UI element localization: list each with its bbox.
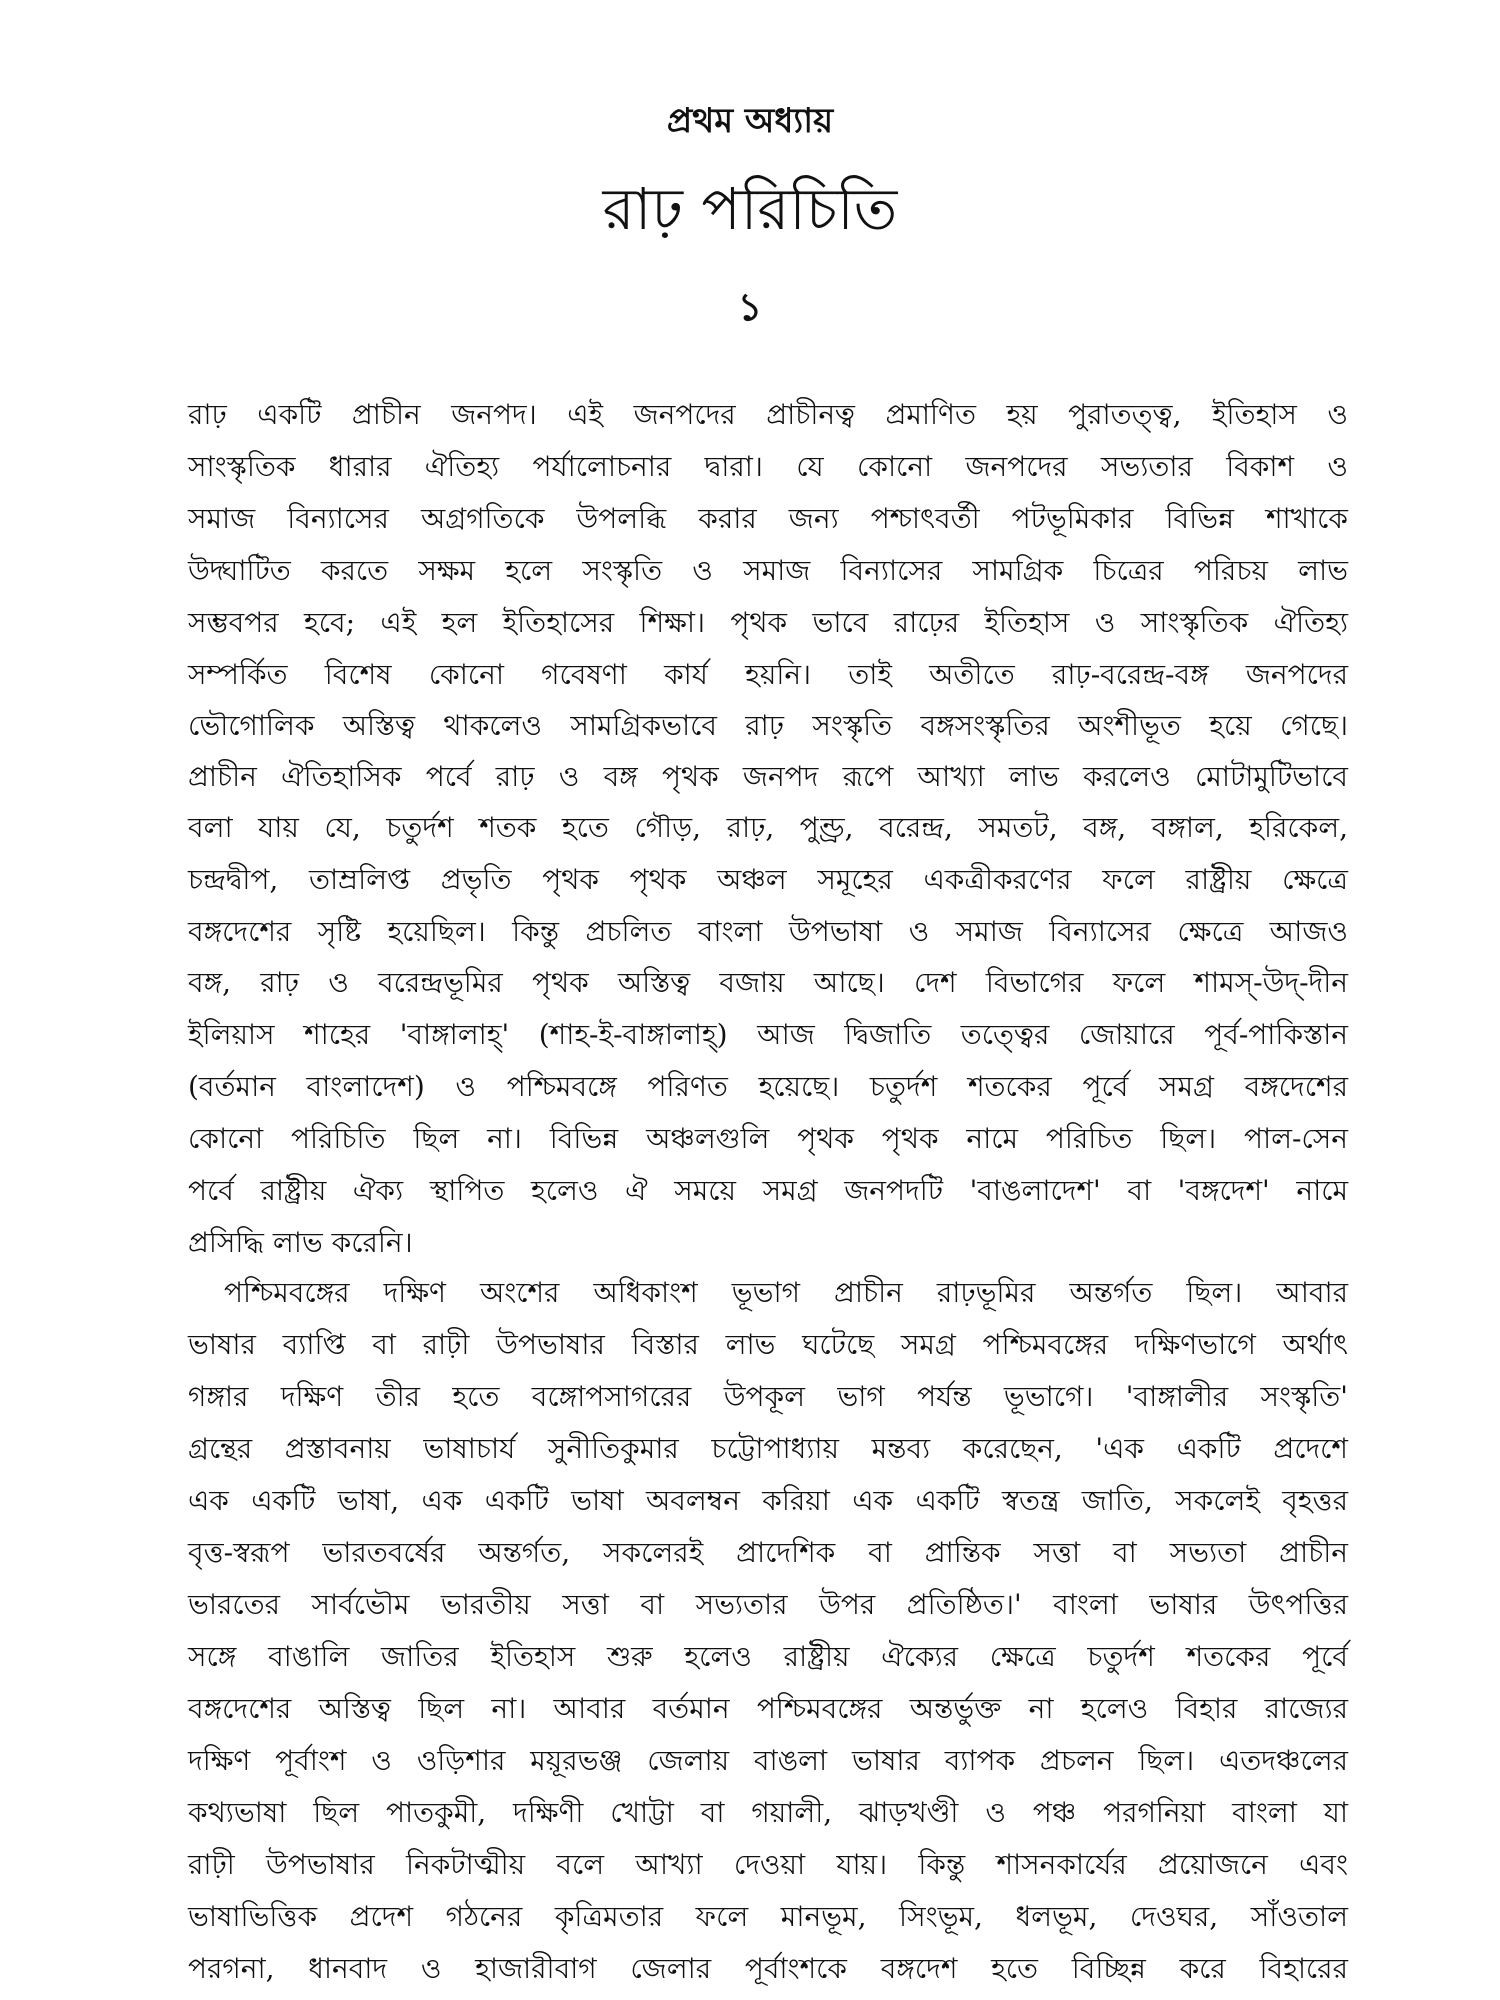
text-line: (বর্তমান বাংলাদেশ) ও পশ্চিমবঙ্গে পরিণত হয়েছে। চতুর্দশ শতকের পূর্বে সমগ্র বঙ্গদেশের [188,1070,1348,1103]
text-line: সমাজ বিন্যাসের অগ্রগতিকে উপলব্ধি করার জন্য পশ্চাৎবর্তী পটভূমিকার বিভিন্ন শাখাকে [188,502,1348,535]
text-line: ইলিয়াস শাহের 'বাঙ্গালাহ্' (শাহ-ই-বাঙ্গালাহ্) আজ দ্বিজাতি তত্ত্বের জোয়ারে পূর্ব-পাকিস্তান [188,1018,1348,1051]
text-line: প্রসিদ্ধি লাভ করেনি। [188,1226,413,1259]
text-line: দক্ষিণ পূর্বাংশ ও ওড়িশার ময়ূরভঞ্জ জেলায় বাঙলা ভাষার ব্যাপক প্রচলন ছিল। এতদঞ্চলের [188,1744,1348,1777]
text-line: বলা যায় যে, চতুর্দশ শতক হতে গৌড়, রাঢ়, পুণ্ড্র, বরেন্দ্র, সমতট, বঙ্গ, বঙ্গাল, হরিকেল, [188,811,1348,844]
text-line: রাঢ়ী উপভাষার নিকটাত্মীয় বলে আখ্যা দেওয়া যায়। কিন্তু শাসনকার্যের প্রয়োজনে এবং [188,1848,1348,1881]
chapter-label: প্রথম অধ্যায় [666,101,834,141]
text-line: উদ্ঘাটিত করতে সক্ষম হলে সংস্কৃতি ও সমাজ বিন্যাসের সামগ্রিক চিত্রের পরিচয় লাভ [188,554,1348,587]
text-line: বৃত্ত-স্বরূপ ভারতবর্ষের অন্তর্গত, সকলেরই প্রাদেশিক বা প্রান্তিক সত্তা বা সভ্যতা প্রাচীন [188,1536,1348,1569]
text-line: বঙ্গ, রাঢ় ও বরেন্দ্রভূমির পৃথক অস্তিত্ব বজায় আছে। দেশ বিভাগের ফলে শামস্-উদ্-দীন [188,966,1348,999]
text-line: সম্পর্কিত বিশেষ কোনো গবেষণা কার্য হয়নি। তাই অতীতে রাঢ়-বরেন্দ্র-বঙ্গ জনপদের [188,658,1348,691]
text-line: চন্দ্রদ্বীপ, তাম্রলিপ্ত প্রভৃতি পৃথক পৃথক অঞ্চল সমূহের একত্রীকরণের ফলে রাষ্ট্রীয় ক্ষেত্রে [188,863,1348,896]
text-line: ভাষাভিত্তিক প্রদেশ গঠনের কৃত্রিমতার ফলে মানভূম, সিংভূম, ধলভূম, দেওঘর, সাঁওতাল [188,1900,1348,1933]
text-line: সম্ভবপর হবে; এই হল ইতিহাসের শিক্ষা। পৃথক ভাবে রাঢ়ের ইতিহাস ও সাংস্কৃতিক ঐতিহ্য [188,606,1348,639]
text-line: কথ্যভাষা ছিল পাতকুমী, দক্ষিণী খোট্টা বা গয়ালী, ঝাড়খণ্ডী ও পঞ্চ পরগনিয়া বাংলা যা [188,1796,1348,1829]
text-line: বঙ্গদেশের সৃষ্টি হয়েছিল। কিন্তু প্রচলিত বাংলা উপভাষা ও সমাজ বিন্যাসের ক্ষেত্রে আজও [188,915,1348,948]
text-line: গঙ্গার দক্ষিণ তীর হতে বঙ্গোপসাগরের উপকূল ভাগ পর্যন্ত ভূভাগে। 'বাঙ্গালীর সংস্কৃতি' [188,1380,1348,1413]
text-line: বঙ্গদেশের অস্তিত্ব ছিল না। আবার বর্তমান পশ্চিমবঙ্গের অন্তর্ভুক্ত না হলেও বিহার রাজ্যের [188,1692,1348,1725]
text-line: ভৌগোলিক অস্তিত্ব থাকলেও সামগ্রিকভাবে রাঢ় সংস্কৃতি বঙ্গসংস্কৃতির অংশীভূত হয়ে গেছে। [188,709,1348,742]
text-line: পর্বে রাষ্ট্রীয় ঐক্য স্থাপিত হলেও ঐ সময়ে সমগ্র জনপদটি 'বাঙলাদেশ' বা 'বঙ্গদেশ' নামে [188,1174,1348,1207]
text-line: পরগনা, ধানবাদ ও হাজারীবাগ জেলার পূর্বাংশকে বঙ্গদেশ হতে বিচ্ছিন্ন করে বিহারের [188,1952,1348,1985]
text-line: সঙ্গে বাঙালি জাতির ইতিহাস শুরু হলেও রাষ্ট্রীয় ঐক্যের ক্ষেত্রে চতুর্দশ শতকের পূর্বে [188,1640,1348,1673]
chapter-title: রাঢ় পরিচিতি [602,175,898,243]
text-line: ভাষার ব্যাপ্তি বা রাঢ়ী উপভাষার বিস্তার লাভ ঘটেছে সমগ্র পশ্চিমবঙ্গের দক্ষিণভাগে অর্থাৎ [188,1328,1348,1361]
text-line: কোনো পরিচিতি ছিল না। বিভিন্ন অঞ্চলগুলি পৃথক পৃথক নামে পরিচিত ছিল। পাল-সেন [188,1122,1348,1155]
text-line: প্রাচীন ঐতিহাসিক পর্বে রাঢ় ও বঙ্গ পৃথক জনপদ রূপে আখ্যা লাভ করলেও মোটামুটিভাবে [188,760,1348,793]
text-line: সাংস্কৃতিক ধারার ঐতিহ্য পর্যালোচনার দ্বারা। যে কোনো জনপদের সভ্যতার বিকাশ ও [188,450,1348,483]
text-line: গ্রন্থের প্রস্তাবনায় ভাষাচার্য সুনীতিকুমার চট্টোপাধ্যায় মন্তব্য করেছেন, 'এক একটি প্রদেশে [188,1432,1348,1465]
section-number: ১ [737,284,763,329]
text-line: পশ্চিমবঙ্গের দক্ষিণ অংশের অধিকাংশ ভূভাগ প্রাচীন রাঢ়ভূমির অন্তর্গত ছিল। আবার [224,1276,1348,1309]
text-line: এক একটি ভাষা, এক একটি ভাষা অবলম্বন করিয়া এক একটি স্বতন্ত্র জাতি, সকলেই বৃহত্তর [188,1484,1348,1517]
text-line: ভারতের সার্বভৌম ভারতীয় সত্তা বা সভ্যতার উপর প্রতিষ্ঠিত।' বাংলা ভাষার উৎপত্তির [188,1588,1348,1621]
text-line: রাঢ় একটি প্রাচীন জনপদ। এই জনপদের প্রাচীনত্ব প্রমাণিত হয় পুরাতত্ত্ব, ইতিহাস ও [188,398,1348,431]
